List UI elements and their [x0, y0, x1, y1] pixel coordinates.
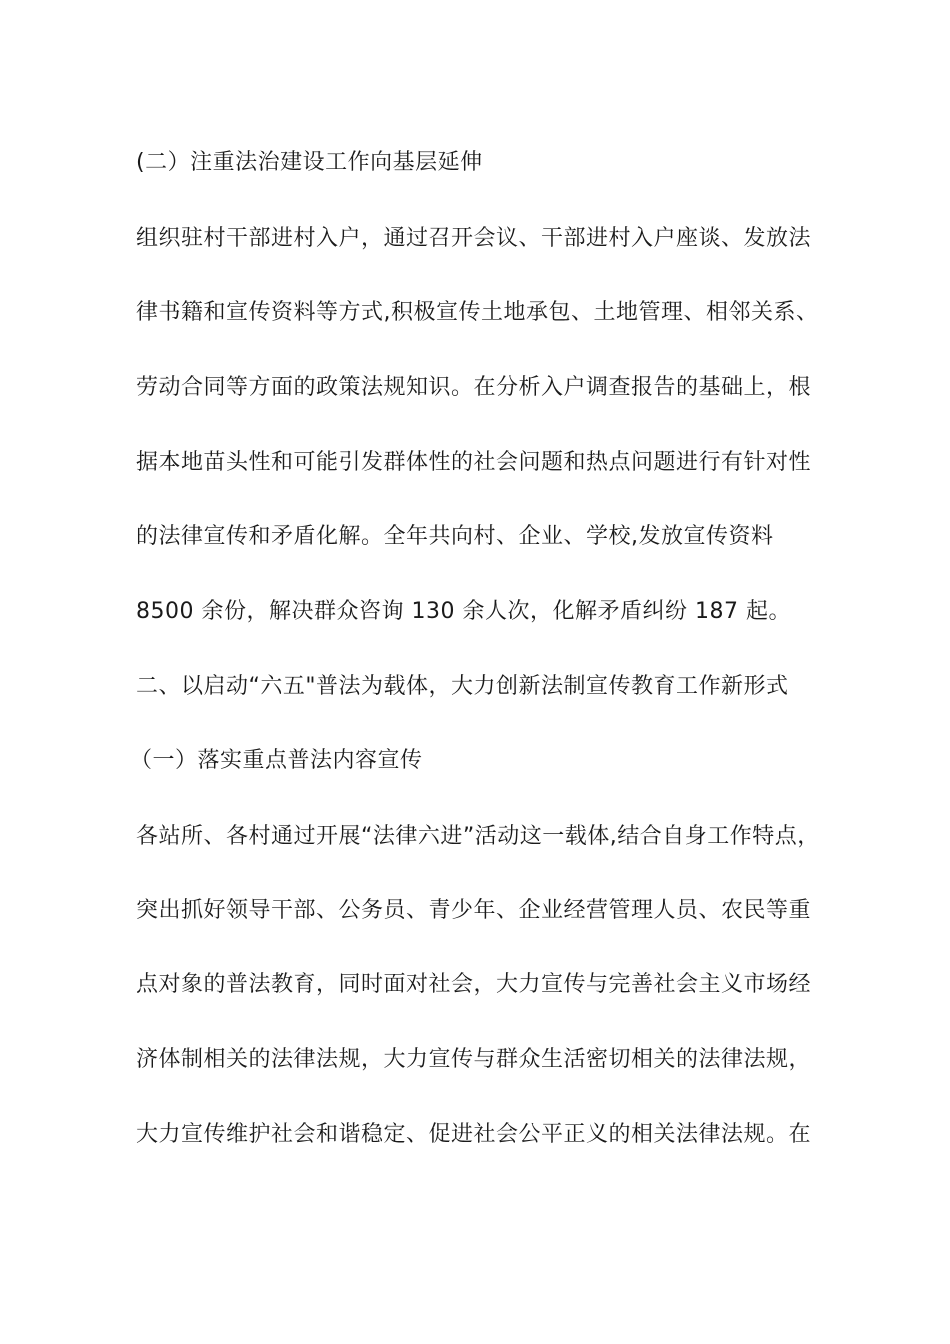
paragraph-line: 据本地苗头性和可能引发群体性的社会问题和热点问题进行有针对性 [136, 450, 812, 475]
paragraph-line: 大力宣传维护社会和谐稳定、促进社会公平正义的相关法律法规。在 [136, 1122, 812, 1147]
paragraph-line: 律书籍和宣传资料等方式,积极宣传土地承包、土地管理、相邻关系、 [136, 300, 819, 325]
paragraph-line: 济体制相关的法律法规，大力宣传与群众生活密切相关的法律法规， [136, 1047, 812, 1072]
paragraph-line: 各站所、各村通过开展“法律六进”活动这一载体,结合自身工作特点， [136, 824, 820, 849]
section-heading-extend-to-grassroots: (二）注重法治建设工作向基层延伸 [136, 150, 483, 175]
paragraph-line: 点对象的普法教育，同时面对社会，大力宣传与完善社会主义市场经 [136, 972, 812, 997]
paragraph-line: 组织驻村干部进村入户，通过召开会议、干部进村入户座谈、发放法 [136, 226, 812, 251]
paragraph-line: 突出抓好领导干部、公务员、青少年、企业经营管理人员、农民等重 [136, 898, 812, 923]
paragraph-line: 的法律宣传和矛盾化解。全年共向村、企业、学校,发放宣传资料 [136, 524, 774, 549]
section-heading-sixth-five-year-plan: 二、以启动“六五"普法为载体，大力创新法制宣传教育工作新形式 [136, 674, 789, 699]
paragraph-line: 8500 余份，解决群众咨询 130 余人次，化解矛盾纠纷 187 起。 [136, 599, 791, 624]
paragraph-line: 劳动合同等方面的政策法规知识。在分析入户调查报告的基础上，根 [136, 375, 812, 400]
subsection-heading-key-content: （一）落实重点普法内容宣传 [130, 748, 423, 773]
